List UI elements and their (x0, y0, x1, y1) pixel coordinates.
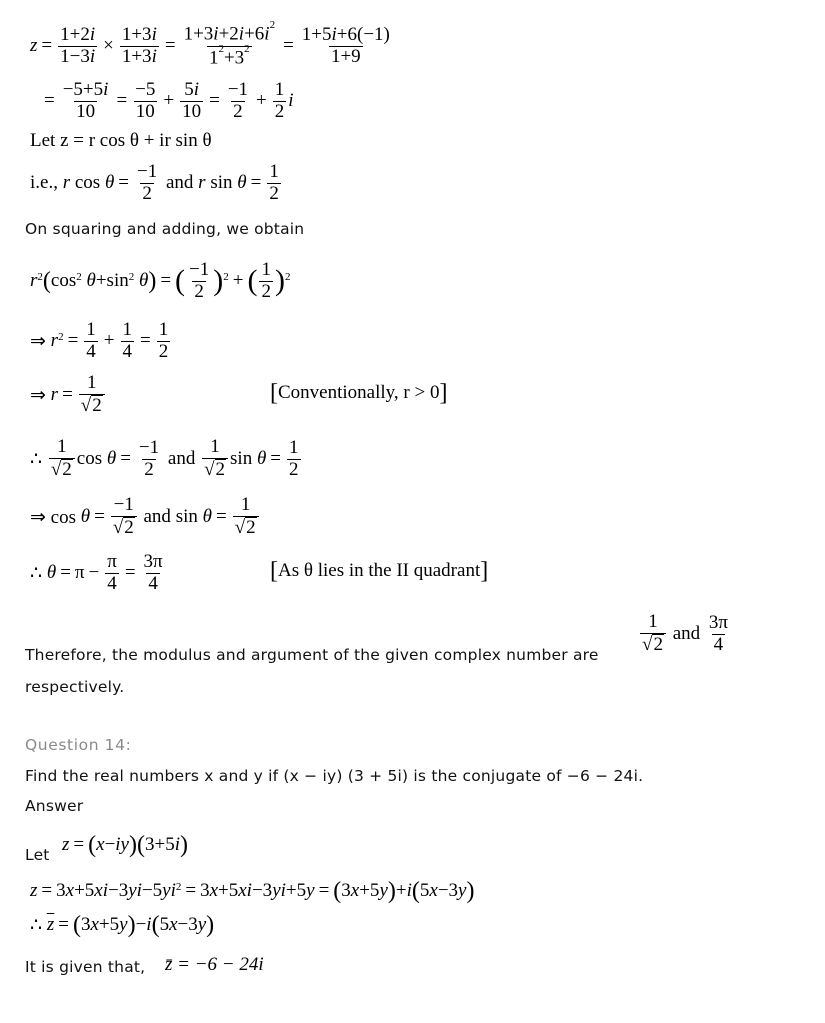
equation-ie: i.e., r cos θ = $\frac{-1}{2}$ and r sin θ = $\frac{1}{2}$ (30, 160, 279, 204)
equation-r-sq-value: ⇒ r 2 = $\frac{1}{4}$ + $\frac{1}{4}$ = $\frac{1}{2}$ (30, 318, 169, 362)
text-therefore: Therefore, the modulus and argument of the given complex number are (25, 646, 599, 664)
equation-r-squared: r 2 ( cos 2 θ +sin 2 θ ) = ( −1 2 ) 2 + ( 1 2 ) 2 (30, 258, 291, 302)
note-conventionally: [ Conventionally, r > 0 ] (270, 380, 448, 406)
equation-cos-value: ⇒ cos θ = −1 √ 2 and sin θ = 1 √ 2 (30, 490, 261, 544)
given-label: It is given that, (25, 958, 146, 976)
equation-given-conjugate: z̄ = −6 − 24i (165, 954, 264, 975)
text-squaring: On squaring and adding, we obtain (25, 220, 305, 238)
equation-r-value: ⇒ r = 1 √ 2 (30, 370, 107, 420)
note-quadrant: [ As θ lies in the II quadrant ] (270, 558, 489, 584)
let-label: Let (25, 846, 50, 864)
equation-z-simplify: = $\frac{-5+5i}{10}$ = $\frac{-5}{10}$ + $\frac{5i}{10}$ = $\frac{-1}{2}$ + $\frac{1}{2}$ i (44, 78, 294, 122)
question-title: Question 14: (25, 736, 132, 754)
question-text: Find the real numbers x and y if (x − iy) (3 + 5i) is the conjugate of −6 − 24i. (25, 767, 644, 785)
let-z-polar: Let z = r cos θ + ir sin θ (30, 130, 212, 151)
equation-theta: ∴ θ = π − $\frac{\pi}{4}$ = $\frac{3\pi}{4}$ (30, 550, 163, 594)
equation-cos-sin: ∴ 1 √ 2 cos θ = $\frac{-1}{2}$ and 1 √ 2 sin θ = $\frac{1}{2}$ (30, 436, 299, 480)
equation-z-expansion: z = 3 x +5 xi −3 yi −5 yi 2 = 3 x +5 xi −3 yi +5 y = ( 3 x +5 y ) + i ( 5 x −3 y ) (30, 878, 475, 904)
answer-label: Answer (25, 797, 84, 815)
text-respectively: respectively. (25, 678, 125, 696)
equation-z-conjugate: ∴ $\overline{z}$ = ( 3 x +5 y ) − i ( 5 x −3 y ) (30, 912, 215, 938)
equation-z-expand: z = $\frac{1+2i}{1-3i}$ × $\frac{1+3i}{1+3i}$ = $\frac{1+3i+2i+6i^2}{1^2+3^2}$ = $\frac{1+5i+6(-1)}{1+9}$ (30, 19, 390, 68)
equation-let-z: z = ( x − iy )( 3+5 i ) (62, 832, 188, 858)
equation-result: 1 √ 2 and 3π 4 (642, 611, 728, 655)
